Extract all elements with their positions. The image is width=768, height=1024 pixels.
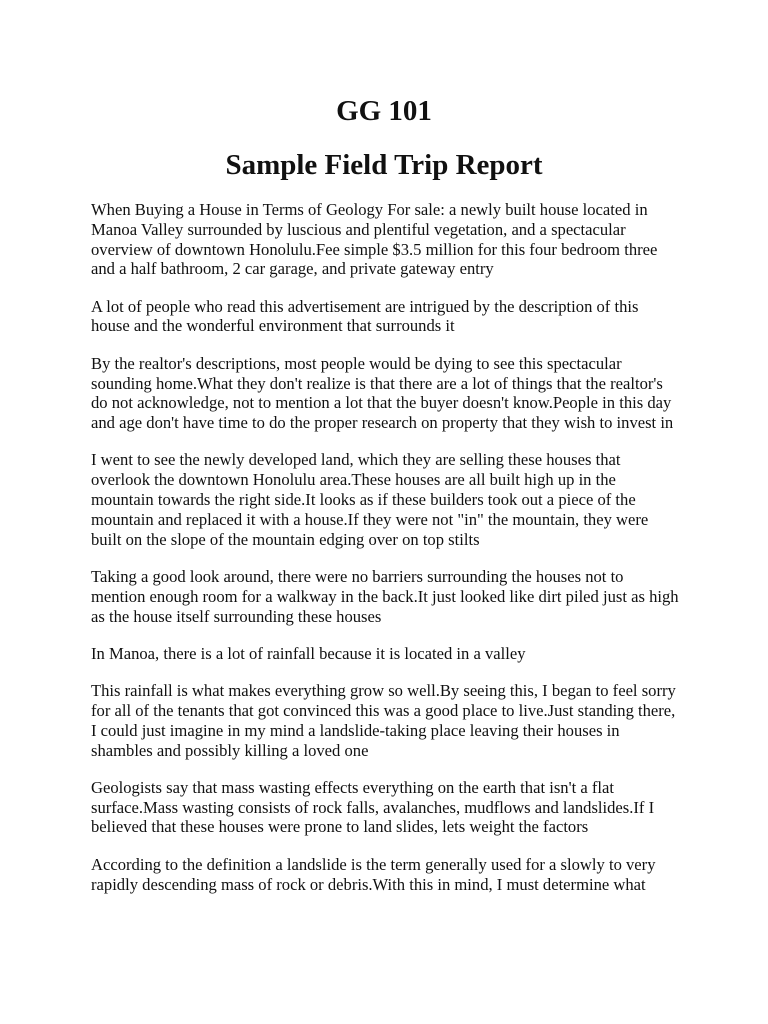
paragraph: By the realtor's descriptions, most people would be dying to see this spectacular sounding home.What they don't realize is that there are a lot of things that the realtor's do not acknowledge, not to mention a lot that the buyer doesn't know.People in this day and age don't have time to do the proper research on property that they wish to invest in [91, 353, 674, 433]
paragraph: According to the definition a landslide is the term generally used for a slowly to very rapidly descending mass of rock or debris.With this in mind, I must determine what [91, 854, 656, 894]
course-heading: GG 101 [336, 95, 432, 127]
paragraph: I went to see the newly developed land, which they are selling these houses that overlook the downtown Honolulu area.These houses are all built high up in the mountain towards the right side.It looks as if these builders took out a piece of the mountain and replaced it with a house.If they were not "in" the mountain, they were built on the slope of the mountain edging over on top stilts [91, 450, 649, 549]
paragraph: Geologists say that mass wasting effects everything on the earth that isn't a flat surface.Mass wasting consists of rock falls, avalanches, mudflows and landslides.If I believed that these houses were prone to land slides, lets weight the factors [91, 777, 655, 837]
report-title: Sample Field Trip Report [225, 149, 543, 181]
paragraph: Taking a good look around, there were no barriers surrounding the houses not to mention enough room for a walkway in the back.It just looked like dirt piled just as high as the house itself surrounding these houses [91, 566, 679, 626]
paragraph: When Buying a House in Terms of Geology For sale: a newly built house located in Manoa Valley surrounded by luscious and plentiful vegetation, and a spectacular overview of downtown Honolulu.Fee simple $3.5 million for this four bedroom three and a half bathroom, 2 car garage, and private gateway entry [91, 200, 658, 279]
paragraph: This rainfall is what makes everything grow so well.By seeing this, I began to feel sorry for all of the tenants that got convinced this was a good place to live.Just standing there, I could just imagine in my mind a landslide-taking place leaving their houses in shambles and possibly killing a loved one [91, 681, 676, 760]
paragraph: In Manoa, there is a lot of rainfall because it is located in a valley [91, 643, 526, 663]
paragraph: A lot of people who read this advertisement are intrigued by the description of this house and the wonderful environment that surrounds it [91, 296, 639, 336]
report-body [91, 200, 681, 912]
